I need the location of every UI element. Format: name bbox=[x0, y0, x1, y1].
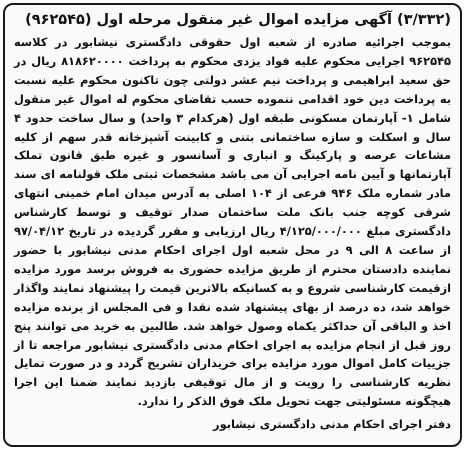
notice-signature: دفتر اجرای احکام مدنی دادگستری نیشابور bbox=[213, 417, 451, 432]
notice-body: بموجب اجرائیه صادره از شعبه اول حقوقی دادگستری نیشابور در کلاسه ۹۶۲۵۴۵ اجرایی محکوم علیه فواد یزدی محکوم به پرداخت ۸۱۸۶۲۰۰۰۰ ریال در حق سعید ابراهیمی و پرداخت نیم عشر دولتی چون تاکنون محکوم علیه نسبت به پرداخت دین خود اقدامی ننموده حسب تقاضای محکوم له اموال غیر منقول شامل ۱- آپارتمان مسکونی طبقه اول (هرکدام ۳ واحد) و سال ساخت حدود ۴ سال و اسکلت و سازه ساختمانی بتنی و کابینت آشپزخانه قدر سهم از کلیه مشاعات عرصه و پارکینگ و انباری و آسانسور و غیره طبق قانون تملک آپارتمانها و آیین نامه اجرایی آن می باشد مشخصات ثبتی ملک قولنامه ای سند مادر شماره ملک ۹۴۶ فرعی از ۱۰۴ اصلی به آدرس میدان امام خمینی انتهای شرقی کوچه جنب بانک ملت ساختمان صدار توقیف و توسط کارشناس دادگستری مبلغ ۴/۱۲۵/۰۰۰/۰۰۰ ریال ارزیابی و مقرر گردیده در تاریخ ۹۷/۰۴/۱۲ از ساعت ۸ الی ۹ در محل شعبه اول اجرای احکام مدنی نیشابور با حضور نماینده دادستان محترم از طریق مزایده حضوری به فروش برسد مورد مزایده ازقیمت کارشناسی شروع و به کسانیکه بالاترین قیمت را پیشنهاد نمایند واگذار خواهد شد، ده درصد از بهای پیشنهاد شده نقدا و فی المجلس از برنده مزایده اخذ و الباقی آن حداکثر یکماه وصول خواهد شد. طالبین به خرید می توانند پنج روز قبل از انجام مزایده به اجرای احکام مدنی دادگستری نیشابور مراجعه تا از جزییات کامل اموال مورد مزایده برای خریداران تشریح گردد و در صورت تمایل نظریه کارشناسی را رویت و از مال توقیفی بازدید نمایند ضمنا این اجرا هیچگونه مسئولیتی جهت تحویل ملک فوق الذکر را ندارد. bbox=[14, 35, 452, 409]
notice-title: (۳/۳۳۲) آگهی مزایده اموال غیر منقول مرحله اول (۹۶۲۵۴۵) bbox=[25, 12, 451, 28]
auction-notice bbox=[3, 3, 462, 447]
